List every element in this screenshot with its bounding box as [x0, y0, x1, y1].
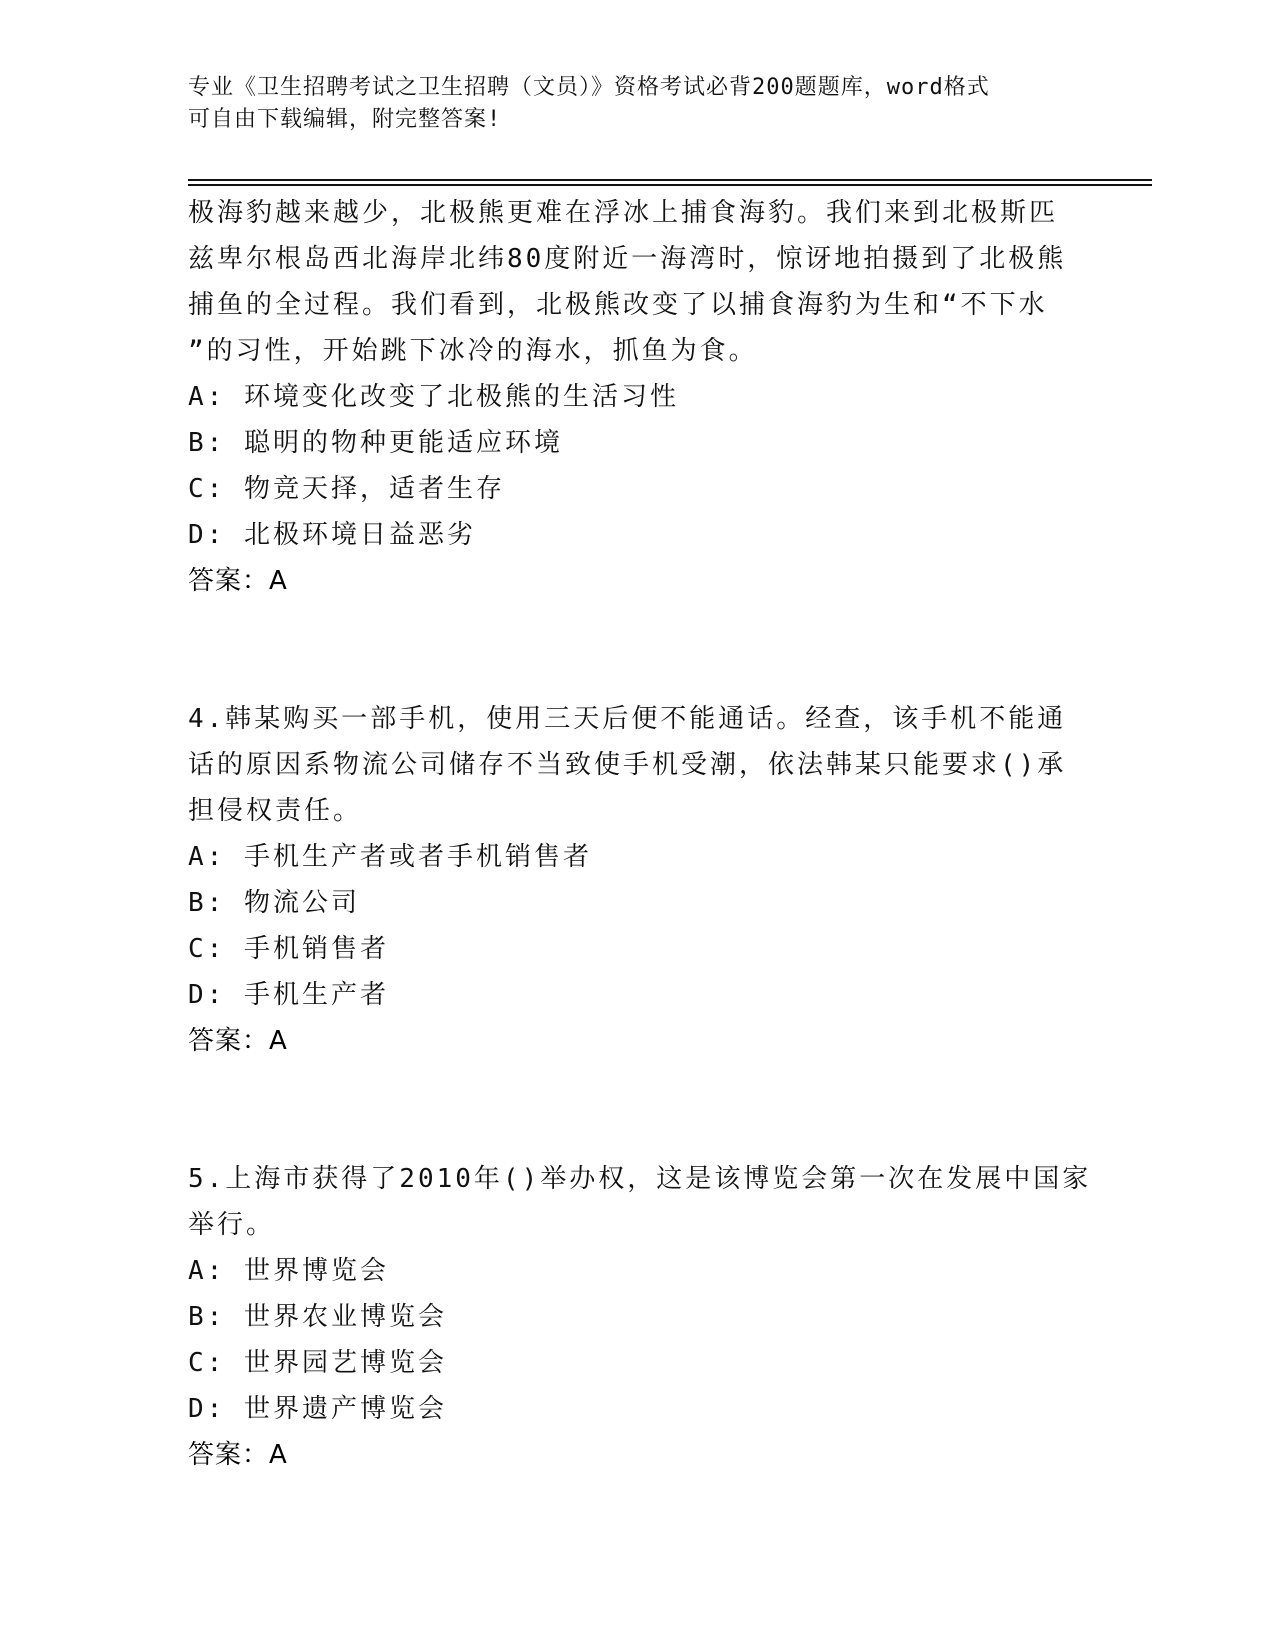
document-header: [188, 72, 1068, 136]
question-spacer: [188, 1064, 1088, 1156]
question-4-text-line: 担侵权责任。: [188, 796, 363, 826]
question-3-text-line: 捕鱼的全过程。我们看到，北极熊改变了以捕食海豹为生和“不下水: [188, 290, 1048, 320]
question-4-option-d: D: 手机生产者: [188, 980, 389, 1010]
question-3-option-b: B: 聪明的物种更能适应环境: [188, 428, 563, 458]
question-3-option-a: A: 环境变化改变了北极熊的生活习性: [188, 382, 679, 412]
header-divider-bottom: [188, 184, 1152, 186]
question-5-text-line: 5.上海市获得了2010年()举办权，这是该博览会第一次在发展中国家: [188, 1164, 1092, 1194]
question-5-option-b: B: 世界农业博览会: [188, 1302, 447, 1332]
question-3-option-c: C: 物竞天择，适者生存: [188, 474, 505, 504]
question-3-text-line: ”的习性，开始跳下冰冷的海水，抓鱼为食。: [188, 336, 758, 366]
question-4-answer: 答案：A: [188, 1026, 288, 1056]
question-5-option-d: D: 世界遗产博览会: [188, 1394, 447, 1424]
question-4-text-line: 话的原因系物流公司储存不当致使手机受潮，依法韩某只能要求()承: [188, 750, 1067, 780]
question-3: [188, 190, 1088, 604]
question-4-option-b: B: 物流公司: [188, 888, 360, 918]
question-4-option-a: A: 手机生产者或者手机销售者: [188, 842, 592, 872]
question-3-option-d: D: 北极环境日益恶劣: [188, 520, 476, 550]
question-spacer: [188, 604, 1088, 696]
header-divider-top: [188, 179, 1152, 181]
question-5-text-line: 举行。: [188, 1210, 276, 1240]
question-5: [188, 1156, 1092, 1478]
question-5-option-c: C: 世界园艺博览会: [188, 1348, 447, 1378]
question-4-text-line: 4.韩某购买一部手机，使用三天后便不能通话。经查，该手机不能通: [188, 704, 1067, 734]
question-3-text-line: 极海豹越来越少，北极熊更难在浮冰上捕食海豹。我们来到北极斯匹: [188, 198, 1059, 228]
question-5-option-a: A: 世界博览会: [188, 1256, 389, 1286]
header-title-line-1: 专业《卫生招聘考试之卫生招聘（文员）》资格考试必背200题题库，word格式: [188, 75, 990, 100]
question-3-text-line: 兹卑尔根岛西北海岸北纬80度附近一海湾时，惊讶地拍摄到了北极熊: [188, 244, 1067, 274]
header-title-line-2: 可自由下载编辑，附完整答案!: [188, 107, 502, 132]
question-4-option-c: C: 手机销售者: [188, 934, 389, 964]
question-4: [188, 696, 1088, 1064]
question-5-answer: 答案：A: [188, 1440, 288, 1470]
question-3-answer: 答案：A: [188, 566, 288, 596]
document-body: [188, 190, 1092, 1478]
